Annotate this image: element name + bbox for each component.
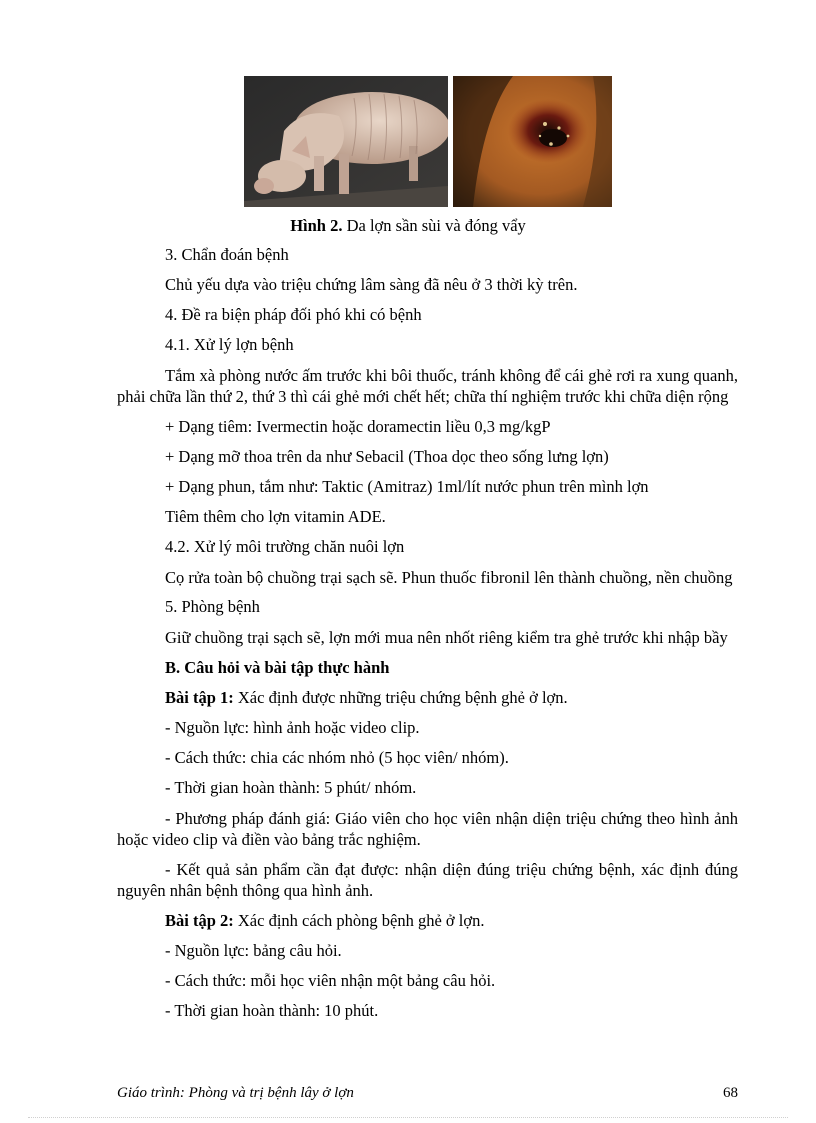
treatment-bullet: + Dạng tiêm: Ivermectin hoặc doramectin liều 0,3 mg/kgP bbox=[165, 416, 551, 436]
pig-photo-icon bbox=[244, 76, 448, 207]
bottom-divider bbox=[28, 1117, 788, 1118]
caption-text: Da lợn sần sùi và đóng vẩy bbox=[346, 216, 526, 235]
section-4-1-text: Tắm xà phòng nước ấm trước khi bôi thuốc, tránh không để cái ghẻ rơi ra xung quanh, phải chữa lần thứ 2, thứ 3 thì cái ghẻ mới chết hết; chữa thí nghiệm trước khi chữa diện rộng bbox=[117, 366, 738, 406]
section-3-heading: 3. Chẩn đoán bệnh bbox=[165, 245, 289, 264]
page-number: 68 bbox=[723, 1085, 738, 1101]
exercise-1-text: Xác định được những triệu chứng bệnh ghẻ ở lợn. bbox=[233, 687, 568, 707]
ear-lesion-photo-icon bbox=[453, 76, 612, 207]
exercise-2-item: - Cách thức: mỗi học viên nhận một bảng câu hỏi. bbox=[165, 970, 496, 990]
exercise-1-item: - Cách thức: chia các nhóm nhỏ (5 học viên/ nhóm). bbox=[165, 747, 509, 767]
pig-photo bbox=[244, 76, 448, 207]
section-5-text: Giữ chuồng trại sạch sẽ, lợn mới mua nên nhốt riêng kiểm tra ghẻ trước khi nhập bầy bbox=[165, 628, 728, 647]
exercise-1-title bbox=[117, 688, 738, 709]
exercise-2-title bbox=[117, 911, 738, 932]
section-4-2-text: Cọ rửa toàn bộ chuồng trại sạch sẽ. Phun thuốc fibronil lên thành chuồng, nền chuồng bbox=[165, 567, 733, 587]
exercise-1-item: - Phương pháp đánh giá: Giáo viên cho học viên nhận diện triệu chứng theo hình ảnh hoặc video clip và điền vào bảng trắc nghiệm. bbox=[117, 808, 738, 849]
section-3-text: Chủ yếu dựa vào triệu chứng lâm sàng đã nêu ở 3 thời kỳ trên. bbox=[165, 275, 578, 294]
treatment-bullet: + Dạng phun, tắm như: Taktic (Amitraz) 1ml/lít nước phun trên mình lợn bbox=[165, 476, 649, 496]
section-4-1-heading: 4.1. Xử lý lợn bệnh bbox=[165, 335, 294, 354]
treatment-bullet: + Dạng mỡ thoa trên da như Sebacil (Thoa dọc theo sống lưng lợn) bbox=[165, 446, 609, 466]
figure bbox=[0, 76, 816, 207]
section-5-heading: 5. Phòng bệnh bbox=[165, 597, 260, 616]
exercise-2-text: Xác định cách phòng bệnh ghẻ ở lợn. bbox=[233, 910, 485, 930]
exercise-2-item: - Thời gian hoàn thành: 10 phút. bbox=[165, 1000, 379, 1020]
exercise-2-item: - Nguồn lực: bảng câu hỏi. bbox=[165, 940, 342, 960]
caption-label: Hình 2. bbox=[290, 216, 343, 235]
section-4-2-heading: 4.2. Xử lý môi trường chăn nuôi lợn bbox=[165, 536, 405, 556]
vitamin-text: Tiêm thêm cho lợn vitamin ADE. bbox=[165, 506, 386, 526]
exercise-1-label: Bài tập 1: bbox=[165, 687, 234, 707]
exercise-1-item: - Nguồn lực: hình ảnh hoặc video clip. bbox=[165, 717, 420, 737]
section-4-heading: 4. Đề ra biện pháp đối phó khi có bệnh bbox=[165, 305, 422, 324]
figure-caption bbox=[0, 216, 816, 236]
page-footer bbox=[117, 1085, 738, 1107]
exercise-1-item: - Thời gian hoàn thành: 5 phút/ nhóm. bbox=[165, 777, 417, 797]
exercise-1-item: - Kết quả sản phẩm cần đạt được: nhận diện đúng triệu chứng bệnh, xác định đúng nguyên nhân bệnh thông qua hình ảnh. bbox=[117, 860, 738, 900]
document-body bbox=[117, 245, 738, 1031]
footer-title: Giáo trình: Phòng và trị bệnh lây ở lợn bbox=[117, 1085, 354, 1101]
section-b-heading: B. Câu hỏi và bài tập thực hành bbox=[165, 657, 390, 677]
exercise-2-label: Bài tập 2: bbox=[165, 910, 234, 930]
ear-lesion-photo bbox=[453, 76, 612, 207]
